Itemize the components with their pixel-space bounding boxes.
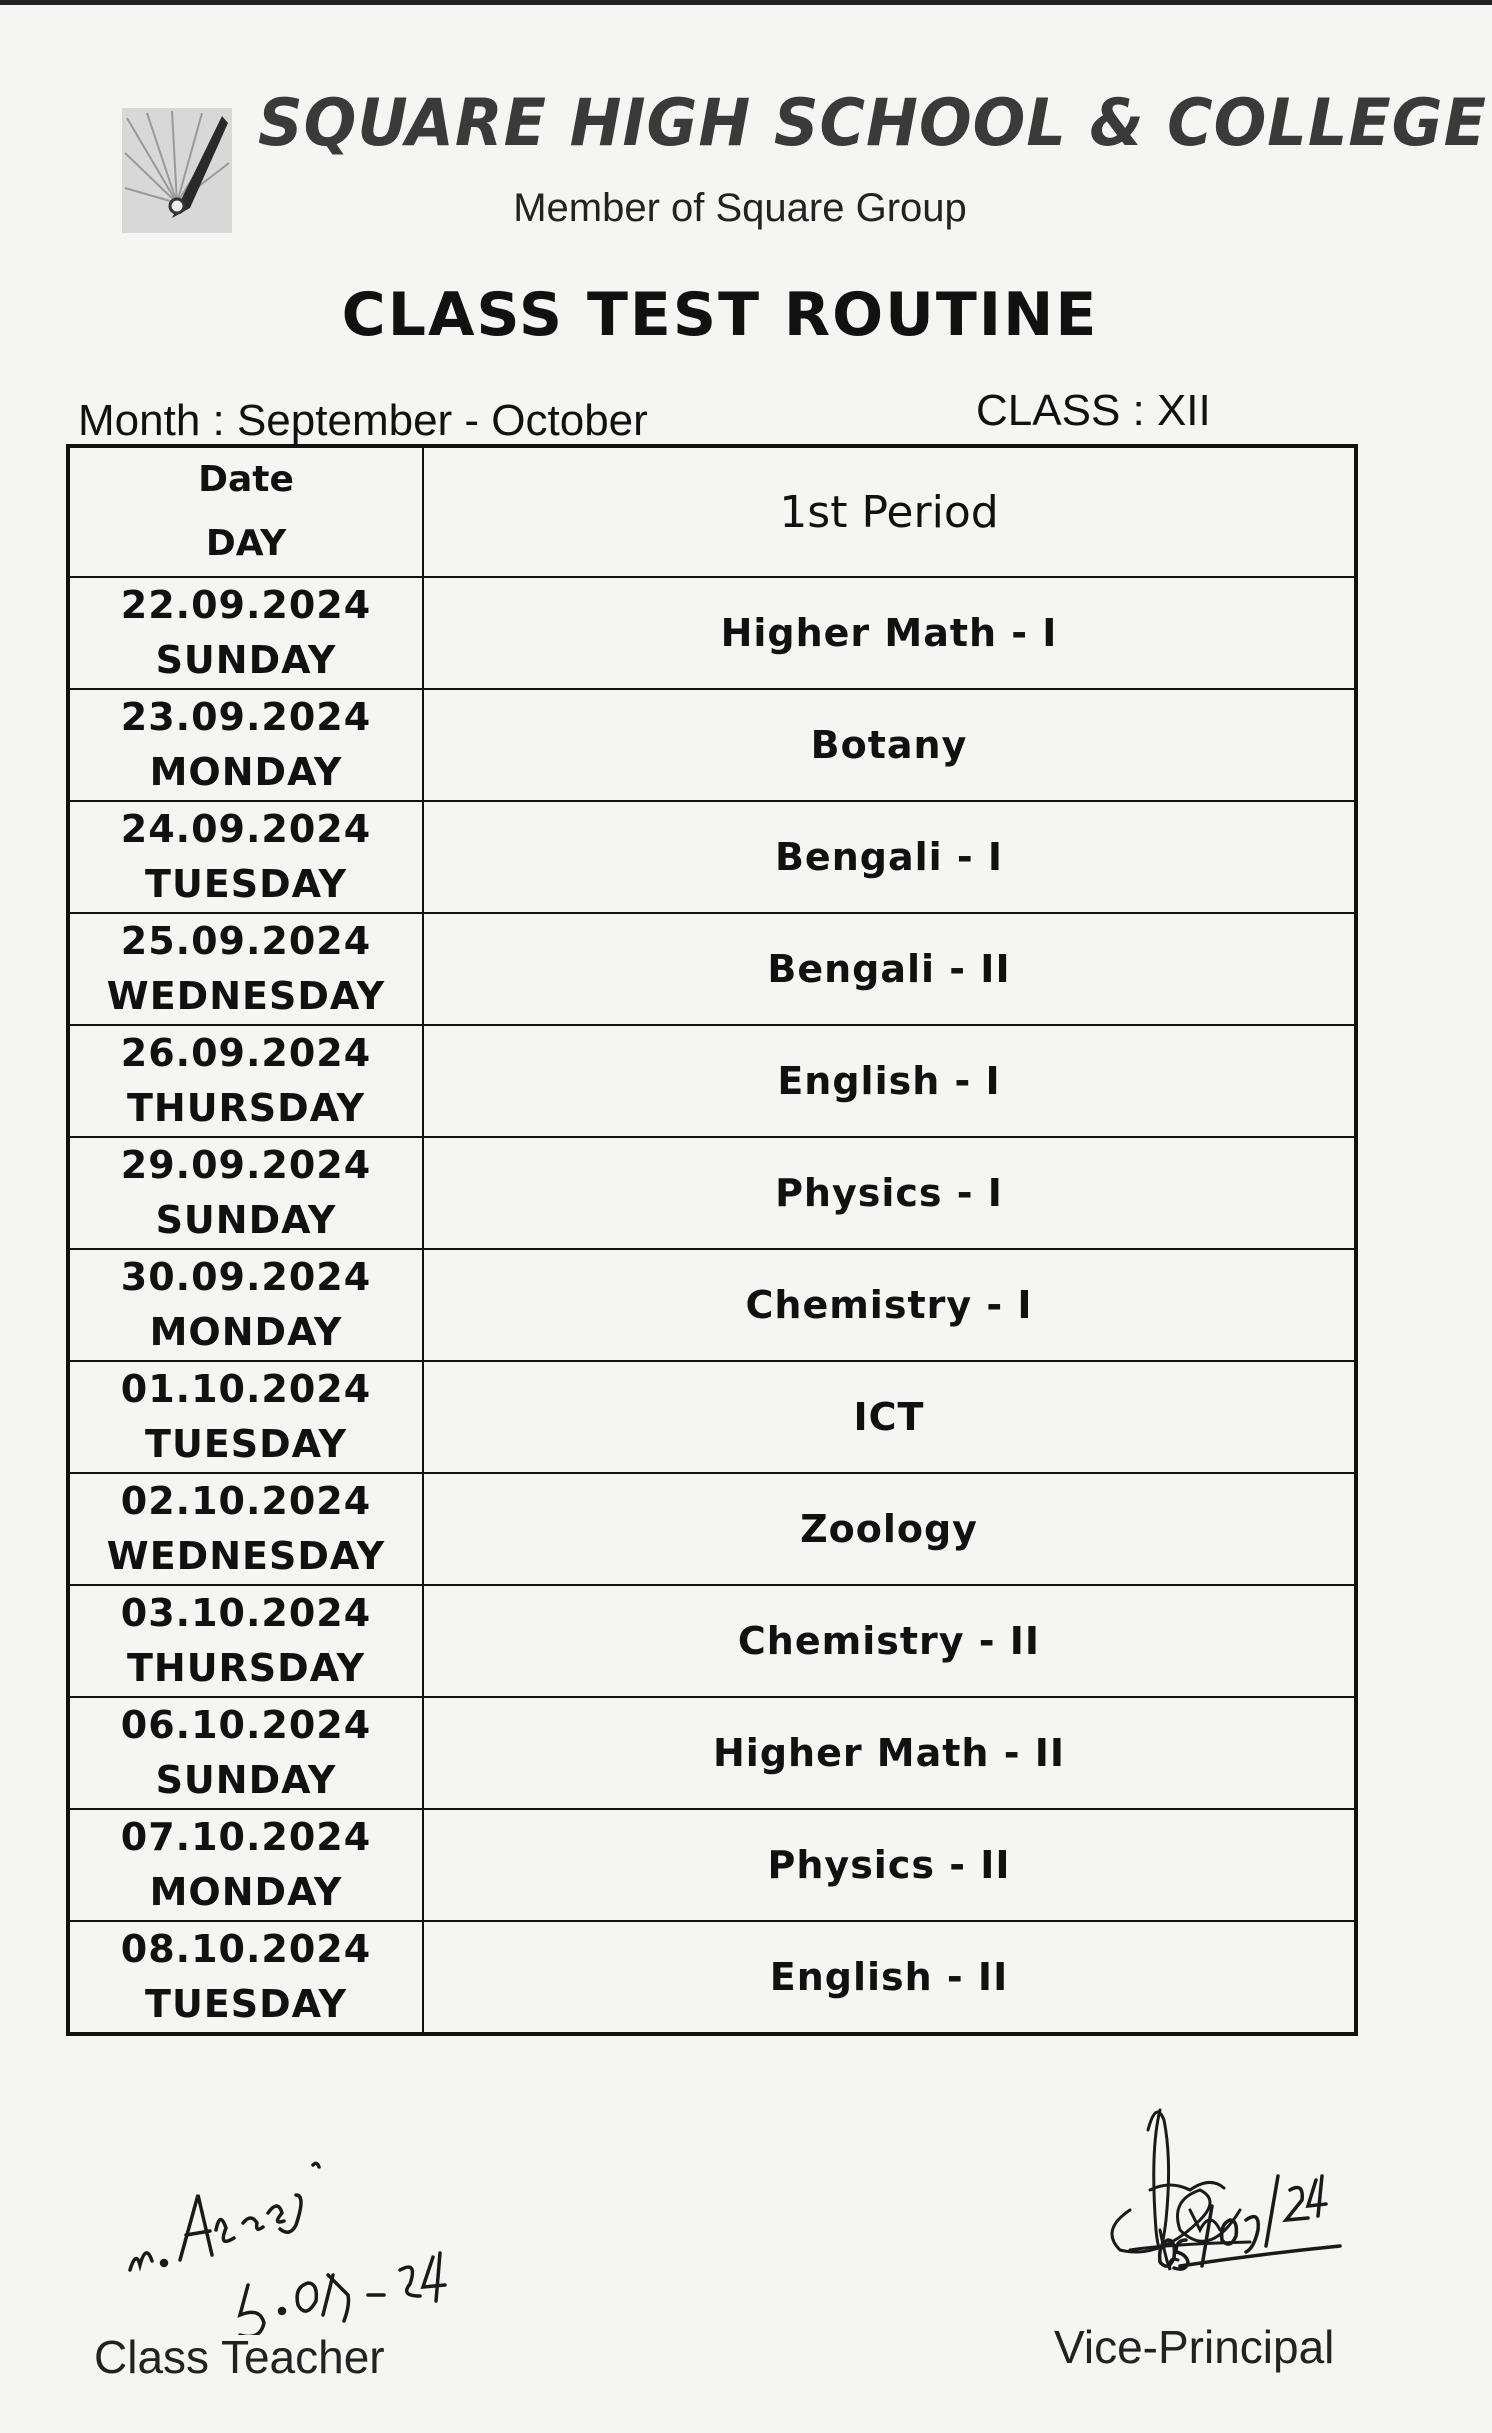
table-row <box>68 1137 1356 1249</box>
date-day-cell <box>68 689 423 801</box>
date-day-cell <box>68 1137 423 1249</box>
row-date: 24.09.2024 <box>120 807 372 851</box>
row-date: 08.10.2024 <box>120 1927 372 1971</box>
row-date: 07.10.2024 <box>120 1815 372 1859</box>
table-row <box>68 577 1356 689</box>
row-day: SUNDAY <box>155 638 337 682</box>
row-date: 26.09.2024 <box>120 1031 372 1075</box>
subject-cell: Botany <box>423 689 1356 801</box>
member-line: Member of Square Group <box>513 186 967 230</box>
table-row <box>68 1025 1356 1137</box>
month-label: Month : September - October <box>78 396 648 445</box>
subject-cell: Bengali - II <box>423 913 1356 1025</box>
table-row <box>68 689 1356 801</box>
subject-cell: English - I <box>423 1025 1356 1137</box>
date-day-cell <box>68 1809 423 1921</box>
page-title: CLASS TEST ROUTINE <box>341 280 1099 350</box>
table-row <box>68 1809 1356 1921</box>
subject-cell: Bengali - I <box>423 801 1356 913</box>
row-date: 29.09.2024 <box>120 1143 372 1187</box>
table-row <box>68 1585 1356 1697</box>
class-teacher-label: Class Teacher <box>94 2331 385 2383</box>
date-day-cell <box>68 1361 423 1473</box>
row-day: WEDNESDAY <box>106 974 386 1018</box>
row-day: SUNDAY <box>155 1198 337 1242</box>
school-name: SQUARE HIGH SCHOOL & COLLEGE <box>258 84 1487 161</box>
subject-cell: Higher Math - II <box>423 1697 1356 1809</box>
school-logo <box>122 108 232 233</box>
row-day: MONDAY <box>149 750 343 794</box>
vice-principal-signature <box>1090 2090 1390 2320</box>
row-day: TUESDAY <box>145 1422 347 1466</box>
table-row <box>68 1921 1356 2034</box>
routine-table <box>66 444 1358 2036</box>
row-day: MONDAY <box>149 1870 343 1914</box>
row-day: TUESDAY <box>145 862 347 906</box>
row-date: 01.10.2024 <box>120 1367 372 1411</box>
table-header-row <box>68 446 1356 577</box>
table-row <box>68 1697 1356 1809</box>
subject-cell: English - II <box>423 1921 1356 2034</box>
row-day: THURSDAY <box>126 1086 366 1130</box>
row-date: 22.09.2024 <box>120 583 372 627</box>
vice-principal-label: Vice-Principal <box>1054 2321 1335 2373</box>
date-day-cell <box>68 577 423 689</box>
subject-cell: Higher Math - I <box>423 577 1356 689</box>
subject-cell: Chemistry - II <box>423 1585 1356 1697</box>
header-period: 1st Period <box>423 446 1356 577</box>
row-date: 06.10.2024 <box>120 1703 372 1747</box>
subject-cell: Physics - II <box>423 1809 1356 1921</box>
class-label: CLASS : XII <box>976 386 1211 435</box>
header-day: DAY <box>205 523 287 564</box>
row-date: 30.09.2024 <box>120 1255 372 1299</box>
table-row <box>68 801 1356 913</box>
row-day: WEDNESDAY <box>106 1534 386 1578</box>
date-day-cell <box>68 1025 423 1137</box>
date-day-cell <box>68 913 423 1025</box>
row-date: 03.10.2024 <box>120 1591 372 1635</box>
scan-top-edge <box>0 0 1492 5</box>
subject-cell: Zoology <box>423 1473 1356 1585</box>
table-row <box>68 1361 1356 1473</box>
row-day: MONDAY <box>149 1310 343 1354</box>
row-day: TUESDAY <box>145 1982 347 2026</box>
date-day-cell <box>68 1249 423 1361</box>
date-day-cell <box>68 1697 423 1809</box>
table-row <box>68 1473 1356 1585</box>
class-teacher-signature <box>118 2135 538 2335</box>
header-date-day <box>68 446 423 577</box>
row-date: 25.09.2024 <box>120 919 372 963</box>
subject-cell: Chemistry - I <box>423 1249 1356 1361</box>
date-day-cell <box>68 1921 423 2034</box>
header-date: Date <box>198 459 294 500</box>
date-day-cell <box>68 801 423 913</box>
date-day-cell <box>68 1585 423 1697</box>
row-day: SUNDAY <box>155 1758 337 1802</box>
subject-cell: Physics - I <box>423 1137 1356 1249</box>
row-date: 23.09.2024 <box>120 695 372 739</box>
row-date: 02.10.2024 <box>120 1479 372 1523</box>
table-row <box>68 1249 1356 1361</box>
date-day-cell <box>68 1473 423 1585</box>
table-row <box>68 913 1356 1025</box>
subject-cell: ICT <box>423 1361 1356 1473</box>
row-day: THURSDAY <box>126 1646 366 1690</box>
